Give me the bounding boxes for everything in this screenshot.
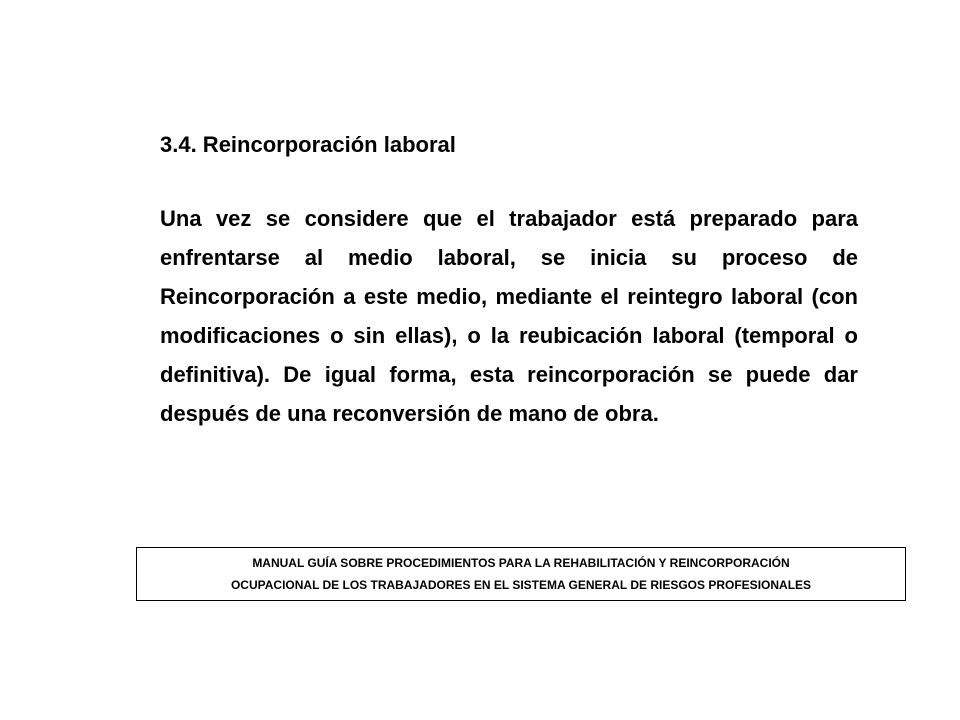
footer-caption-line-2: OCUPACIONAL DE LOS TRABAJADORES EN EL SISTEMA GENERAL DE RIESGOS PROFESIONALES [230, 578, 812, 592]
footer-caption-box [136, 547, 906, 601]
section-paragraph: Una vez se considere que el trabajador está preparado para enfrentarse al medio laboral, se inicia su proceso de Reincorporación a este medio, mediante el reintegro laboral (con modificaciones o sin ellas), o la reubicación laboral (temporal o definitiva). De igual forma, esta reincorporación se puede dar después de una reconversión de mano de obra. [160, 206, 858, 426]
section-heading: 3.4. Reincorporación laboral [160, 132, 456, 157]
footer-caption-line-1: MANUAL GUÍA SOBRE PROCEDIMIENTOS PARA LA REHABILITACIÓN Y REINCORPORACIÓN [252, 556, 790, 570]
